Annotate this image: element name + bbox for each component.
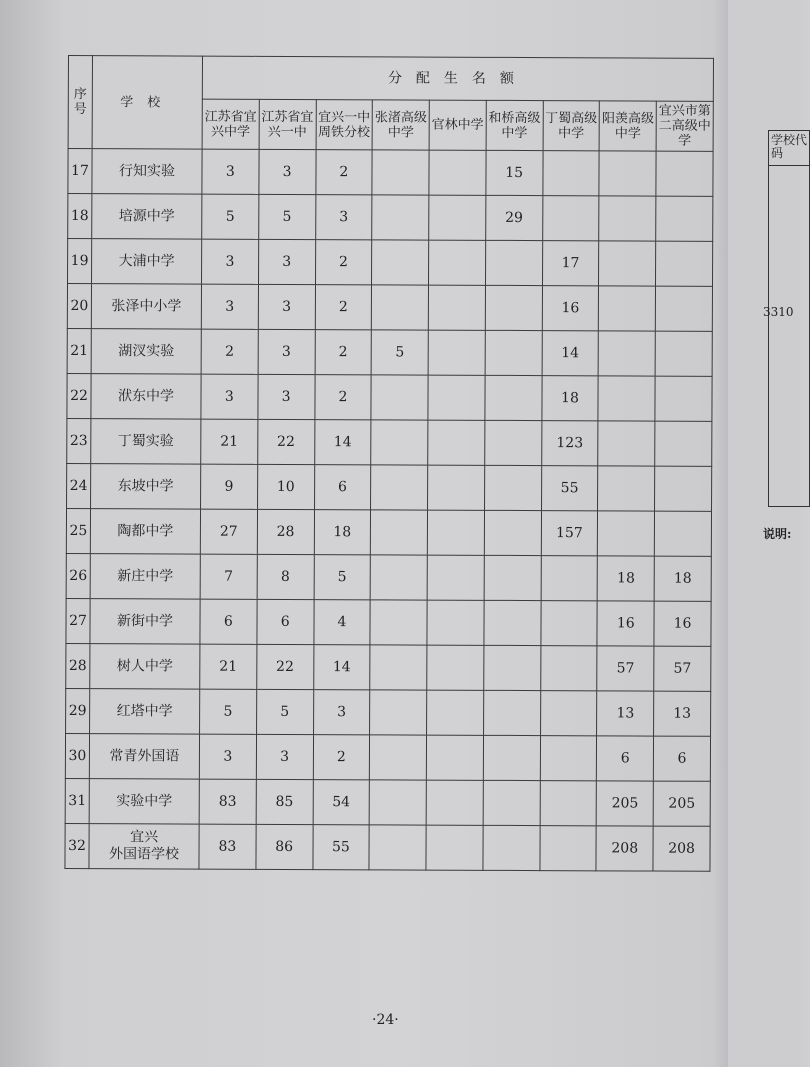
row-seq: 24: [67, 463, 91, 508]
quota-cell: 4: [313, 600, 370, 645]
header-column: 和桥高级中学: [486, 100, 543, 150]
table-row: [67, 373, 712, 421]
quota-cell: [542, 196, 599, 241]
quota-cell: [428, 330, 485, 375]
quota-cell: [484, 510, 541, 555]
quota-cell: [540, 646, 597, 691]
quota-cell: 21: [201, 419, 258, 464]
quota-cell: 5: [258, 194, 315, 239]
quota-cell: 5: [314, 555, 371, 600]
row-seq: 30: [65, 733, 89, 778]
row-seq: 23: [67, 418, 91, 463]
quota-cell: 13: [597, 691, 654, 736]
table-row: [67, 284, 712, 332]
quota-cell: [370, 645, 427, 690]
quota-cell: 14: [314, 420, 371, 465]
header-school: 学校: [92, 56, 202, 149]
quota-cell: 14: [313, 645, 370, 690]
header-column: 官林中学: [429, 100, 486, 150]
quota-cell: 6: [200, 599, 257, 644]
quota-cell: 3: [258, 329, 315, 374]
quota-cell: [540, 691, 597, 736]
row-school: 湖汊实验: [91, 329, 201, 374]
quota-cell: [483, 825, 540, 870]
quota-cell: [656, 196, 713, 241]
quota-cell: [485, 285, 542, 330]
quota-cell: 157: [541, 511, 598, 556]
quota-cell: 3: [313, 690, 370, 735]
row-seq: 29: [66, 688, 90, 733]
quota-cell: 6: [653, 736, 710, 781]
header-seq: 序号: [68, 56, 92, 149]
quota-cell: 2: [315, 330, 372, 375]
quota-cell: 3: [315, 195, 372, 240]
quota-cell: 205: [597, 781, 654, 826]
row-seq: 26: [66, 553, 90, 598]
quota-cell: [427, 645, 484, 690]
row-seq: 32: [65, 823, 89, 868]
table-row: [68, 149, 713, 197]
quota-cell: 3: [256, 734, 313, 779]
quota-cell: 18: [654, 556, 711, 601]
quota-cell: 18: [542, 376, 599, 421]
quota-cell: [655, 376, 712, 421]
quota-cell: [369, 825, 426, 870]
header-column: 宜兴市第二高级中学: [656, 101, 713, 151]
quota-cell: [540, 781, 597, 826]
quota-cell: 10: [257, 464, 314, 509]
quota-cell: 17: [542, 241, 599, 286]
quota-cell: 22: [256, 644, 313, 689]
quota-cell: [483, 780, 540, 825]
quota-cell: 2: [314, 375, 371, 420]
quota-cell: [483, 690, 540, 735]
quota-cell: 16: [542, 286, 599, 331]
row-school: 洑东中学: [91, 374, 201, 419]
note-label: 说明:: [763, 527, 792, 541]
quota-cell: [369, 780, 426, 825]
quota-cell: [655, 286, 712, 331]
row-seq: 31: [65, 778, 89, 823]
quota-cell: [541, 556, 598, 601]
quota-cell: [485, 240, 542, 285]
quota-cell: 18: [597, 556, 654, 601]
row-seq: 22: [67, 373, 91, 418]
quota-cell: [485, 420, 542, 465]
quota-cell: [371, 420, 428, 465]
quota-cell: 3: [202, 149, 259, 194]
table-row: [68, 239, 713, 287]
school-code: 3310: [763, 305, 794, 319]
quota-cell: [372, 240, 429, 285]
quota-cell: [598, 331, 655, 376]
row-school: 实验中学: [89, 779, 199, 824]
quota-cell: [599, 196, 656, 241]
row-seq: 25: [66, 508, 90, 553]
quota-cell: [599, 151, 656, 196]
school-code-header: 学校代码: [769, 131, 809, 166]
quota-cell: [372, 285, 429, 330]
quota-cell: [427, 690, 484, 735]
table-row: [67, 463, 712, 511]
quota-cell: 57: [654, 646, 711, 691]
header-column: 宜兴一中周铁分校: [316, 100, 373, 150]
quota-cell: 86: [256, 824, 313, 869]
quota-cell: 205: [653, 781, 710, 826]
quota-cell: [656, 241, 713, 286]
quota-cell: [370, 600, 427, 645]
quota-cell: 3: [259, 149, 316, 194]
row-seq: 28: [66, 643, 90, 688]
quota-cell: [428, 420, 485, 465]
quota-cell: [426, 780, 483, 825]
quota-cell: 54: [313, 780, 370, 825]
quota-cell: 15: [486, 150, 543, 195]
quota-cell: 3: [201, 284, 258, 329]
row-school: 张泽中小学: [91, 284, 201, 329]
row-seq: 27: [66, 598, 90, 643]
row-school: 常青外国语: [89, 734, 199, 779]
quota-cell: [598, 421, 655, 466]
quota-cell: 3: [199, 734, 256, 779]
quota-cell: [540, 736, 597, 781]
quota-cell: [372, 150, 429, 195]
row-seq: 21: [67, 328, 91, 373]
quota-cell: 208: [653, 826, 710, 871]
row-seq: 17: [68, 149, 92, 194]
quota-cell: 7: [200, 554, 257, 599]
quota-cell: 5: [256, 689, 313, 734]
table-row: [66, 598, 711, 646]
quota-cell: [371, 375, 428, 420]
quota-cell: [428, 375, 485, 420]
quota-cell: [598, 466, 655, 511]
quota-cell: 83: [199, 824, 256, 869]
row-school: 培源中学: [92, 194, 202, 239]
quota-cell: [484, 645, 541, 690]
table-row: [68, 194, 713, 242]
quota-cell: 208: [596, 826, 653, 871]
table-row: [66, 553, 711, 601]
adjacent-page: [728, 0, 808, 1067]
header-column: 张渚高级中学: [372, 100, 429, 150]
quota-cell: [427, 555, 484, 600]
quota-cell: [655, 466, 712, 511]
table-row: [67, 328, 712, 376]
quota-cell: [429, 150, 486, 195]
quota-cell: 16: [654, 601, 711, 646]
quota-cell: 2: [201, 329, 258, 374]
quota-cell: 29: [486, 195, 543, 240]
table-row: [65, 733, 710, 781]
quota-cell: 9: [201, 464, 258, 509]
quota-cell: 6: [597, 736, 654, 781]
table-row: [65, 778, 710, 826]
table-row: [66, 643, 711, 691]
row-school: 红塔中学: [90, 689, 200, 734]
quota-cell: [599, 241, 656, 286]
quota-cell: 18: [314, 510, 371, 555]
quota-cell: [485, 375, 542, 420]
quota-cell: [427, 600, 484, 645]
quota-cell: 8: [257, 554, 314, 599]
row-seq: 19: [68, 239, 92, 284]
table-row: [67, 418, 712, 466]
quota-cell: [540, 826, 597, 871]
header-column: 阳羡高级中学: [599, 101, 656, 151]
quota-cell: 6: [314, 465, 371, 510]
quota-cell: [599, 286, 656, 331]
quota-cell: 55: [541, 466, 598, 511]
row-school: 大浦中学: [92, 239, 202, 284]
quota-cell: [598, 511, 655, 556]
table-row: [66, 508, 711, 556]
quota-cell: [484, 465, 541, 510]
header-column: 丁蜀高级中学: [543, 101, 600, 151]
quota-cell: 6: [257, 599, 314, 644]
quota-cell: 27: [200, 509, 257, 554]
row-school: 东坡中学: [91, 464, 201, 509]
header-column: 江苏省宜兴中学: [202, 99, 259, 149]
quota-cell: 16: [597, 601, 654, 646]
quota-cell: [655, 421, 712, 466]
quota-cell: [654, 511, 711, 556]
quota-cell: 14: [542, 331, 599, 376]
quota-cell: [429, 195, 486, 240]
quota-cell: 5: [200, 689, 257, 734]
row-school: 丁蜀实验: [91, 419, 201, 464]
quota-cell: [371, 510, 428, 555]
quota-cell: [484, 600, 541, 645]
quota-cell: [370, 690, 427, 735]
row-school: 新街中学: [90, 599, 200, 644]
quota-cell: 2: [315, 240, 372, 285]
quota-cell: [656, 151, 713, 196]
quota-cell: [426, 735, 483, 780]
row-seq: 18: [68, 194, 92, 239]
row-school: 新庄中学: [90, 554, 200, 599]
quota-cell: [370, 735, 427, 780]
quota-cell: 3: [258, 284, 315, 329]
quota-cell: 5: [202, 194, 259, 239]
quota-cell: 85: [256, 779, 313, 824]
header-quota-group: 分配生名额: [202, 56, 713, 101]
quota-cell: [427, 510, 484, 555]
quota-cell: 22: [257, 419, 314, 464]
header-column: 江苏省宜兴一中: [259, 99, 316, 149]
row-school: 行知实验: [92, 149, 202, 194]
quota-cell: [485, 330, 542, 375]
row-school: 宜兴 外国语学校: [89, 824, 199, 869]
quota-cell: [598, 376, 655, 421]
quota-cell: [483, 735, 540, 780]
row-seq: 20: [67, 284, 91, 329]
quota-cell: 28: [257, 509, 314, 554]
page-number: ·24·: [372, 1012, 399, 1028]
quota-cell: 3: [258, 374, 315, 419]
quota-cell: 3: [258, 239, 315, 284]
quota-cell: [370, 555, 427, 600]
quota-cell: 57: [597, 646, 654, 691]
quota-cell: [371, 465, 428, 510]
quota-cell: [428, 285, 485, 330]
quota-cell: [429, 240, 486, 285]
quota-cell: 55: [312, 825, 369, 870]
quota-cell: 2: [313, 735, 370, 780]
quota-cell: [428, 465, 485, 510]
quota-cell: [655, 331, 712, 376]
quota-cell: 21: [200, 644, 257, 689]
table-row: [65, 823, 710, 871]
quota-cell: [484, 555, 541, 600]
row-school: 树人中学: [90, 644, 200, 689]
quota-cell: 5: [371, 330, 428, 375]
quota-cell: 2: [315, 285, 372, 330]
quota-cell: [372, 195, 429, 240]
quota-cell: 83: [199, 779, 256, 824]
row-school: 陶都中学: [90, 509, 200, 554]
quota-cell: [542, 151, 599, 196]
quota-cell: [426, 825, 483, 870]
quota-table: [64, 55, 714, 872]
table-row: [66, 688, 711, 736]
quota-cell: 123: [541, 421, 598, 466]
quota-cell: [541, 601, 598, 646]
quota-cell: 2: [315, 150, 372, 195]
quota-cell: 3: [201, 374, 258, 419]
quota-cell: 3: [202, 239, 259, 284]
quota-cell: 13: [654, 691, 711, 736]
